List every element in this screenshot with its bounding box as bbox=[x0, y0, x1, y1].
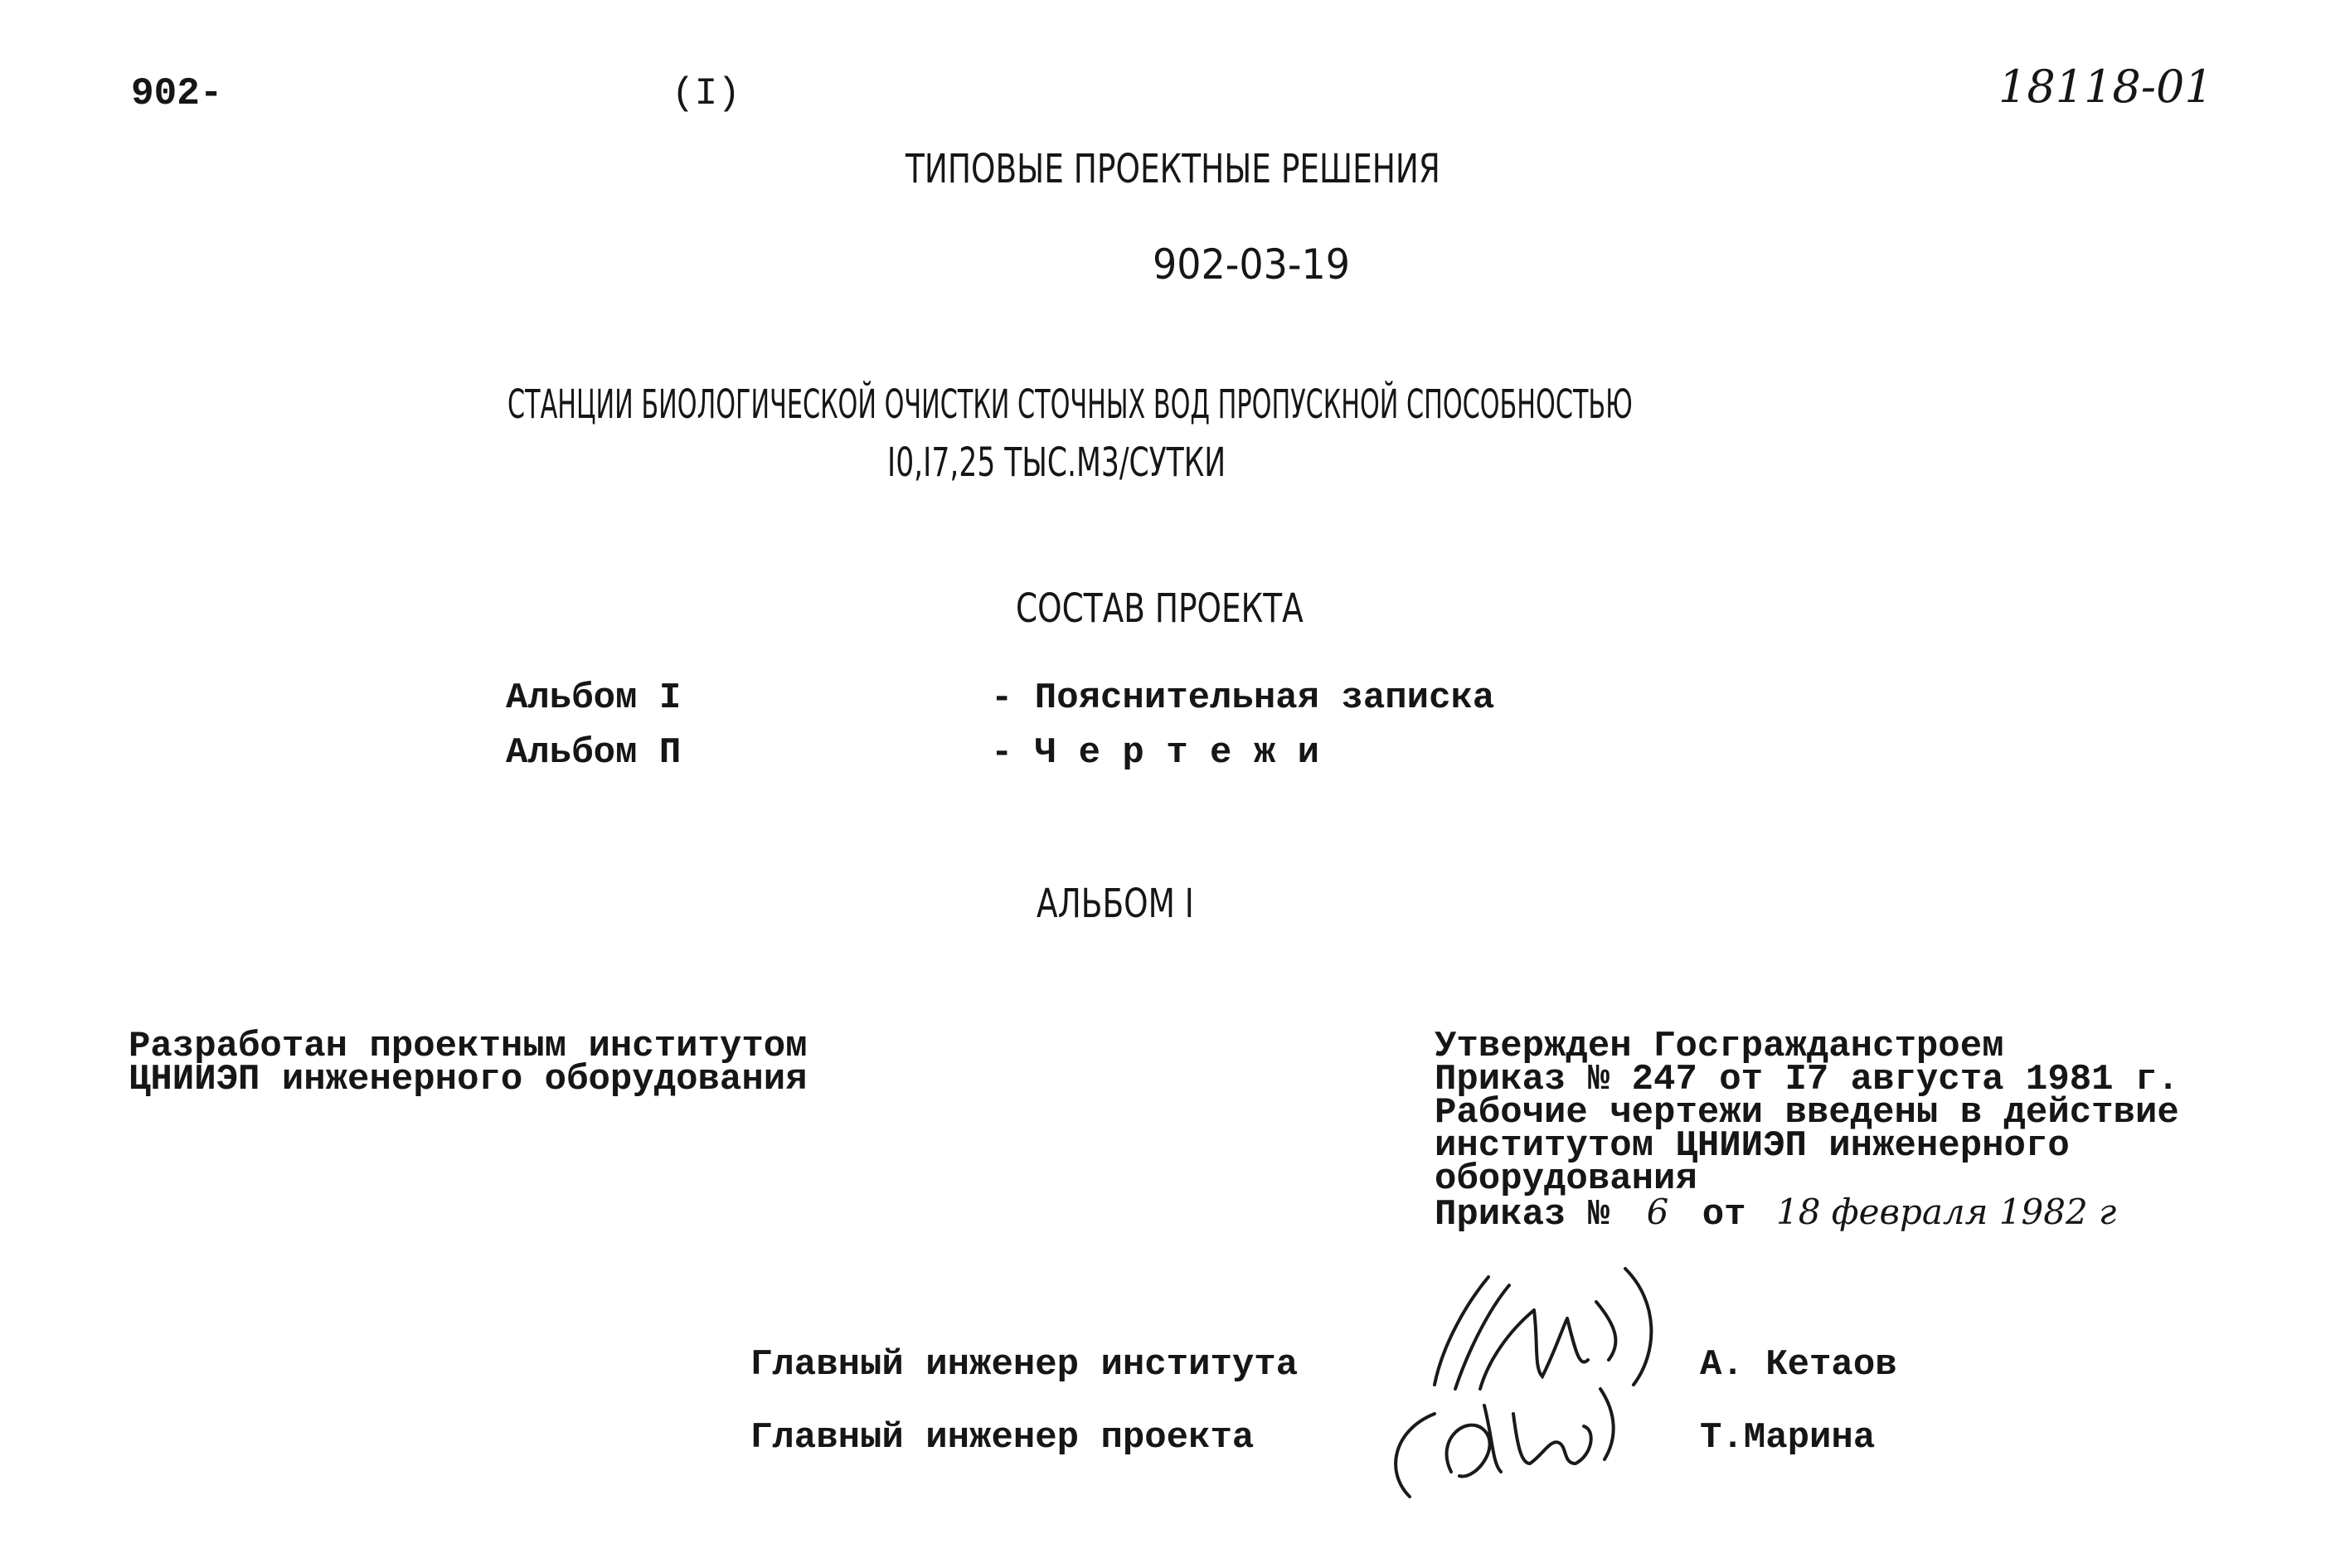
order-from: от bbox=[1702, 1194, 1746, 1235]
approval-line4: институтом ЦНИИЭП инженерного bbox=[1435, 1125, 2070, 1167]
handwritten-signature-2 bbox=[1376, 1381, 1642, 1513]
document-type-title: ТИПОВЫЕ ПРОЕКТНЫЕ РЕШЕНИЯ bbox=[906, 146, 1440, 192]
album-1-desc: - Пояснительная записка bbox=[991, 677, 1495, 719]
approval-line2: Приказ № 247 от I7 августа 1981 г. bbox=[1435, 1059, 2179, 1100]
approval-line1: Утвержден Госгражданстроем bbox=[1435, 1026, 2004, 1067]
developer-line1: Разработан проектным институтом bbox=[129, 1026, 808, 1067]
approval-order-line bbox=[1435, 1192, 2179, 1235]
signature-role-1: Главный инженер института bbox=[750, 1344, 1299, 1386]
inventory-number: 18118-01 bbox=[1998, 61, 2213, 113]
order-prefix: Приказ № bbox=[1435, 1194, 1610, 1235]
developer-block bbox=[129, 1026, 808, 1100]
project-code: 902-03-19 bbox=[1153, 240, 1351, 289]
composition-heading: СОСТАВ ПРОЕКТА bbox=[1016, 585, 1304, 632]
signature-role-2: Главный инженер проекта bbox=[750, 1417, 1255, 1459]
approval-block bbox=[1435, 1026, 2179, 1235]
approval-line5: оборудования bbox=[1435, 1158, 1697, 1200]
album-1-name: Альбом I bbox=[506, 677, 682, 719]
developer-line2: ЦНИИЭП инженерного оборудования bbox=[129, 1059, 808, 1100]
project-subject-line1: СТАНЦИИ БИОЛОГИЧЕСКОЙ ОЧИСТКИ СТОЧНЫХ ВОД ПРОПУСКНОЙ СПОСОБНОСТЬЮ bbox=[507, 381, 1633, 428]
project-subject-line2: I0,I7,25 ТЫС.М3/СУТКИ bbox=[887, 439, 1226, 486]
part-mark: (I) bbox=[672, 72, 740, 115]
current-album-title: АЛЬБОМ I bbox=[1037, 881, 1194, 927]
signature-name-1: А. Кетаов bbox=[1700, 1344, 1897, 1386]
signature-name-2: Т.Марина bbox=[1700, 1417, 1876, 1459]
album-2-name: Альбом П bbox=[506, 732, 682, 774]
approval-line3: Рабочие чертежи введены в действие bbox=[1435, 1092, 2179, 1134]
series-prefix: 902- bbox=[131, 72, 223, 115]
album-2-desc: - Ч е р т е ж и bbox=[991, 732, 1320, 774]
order-number: 6 bbox=[1646, 1192, 1669, 1232]
order-date: 18 февраля 1982 г bbox=[1776, 1192, 2117, 1232]
